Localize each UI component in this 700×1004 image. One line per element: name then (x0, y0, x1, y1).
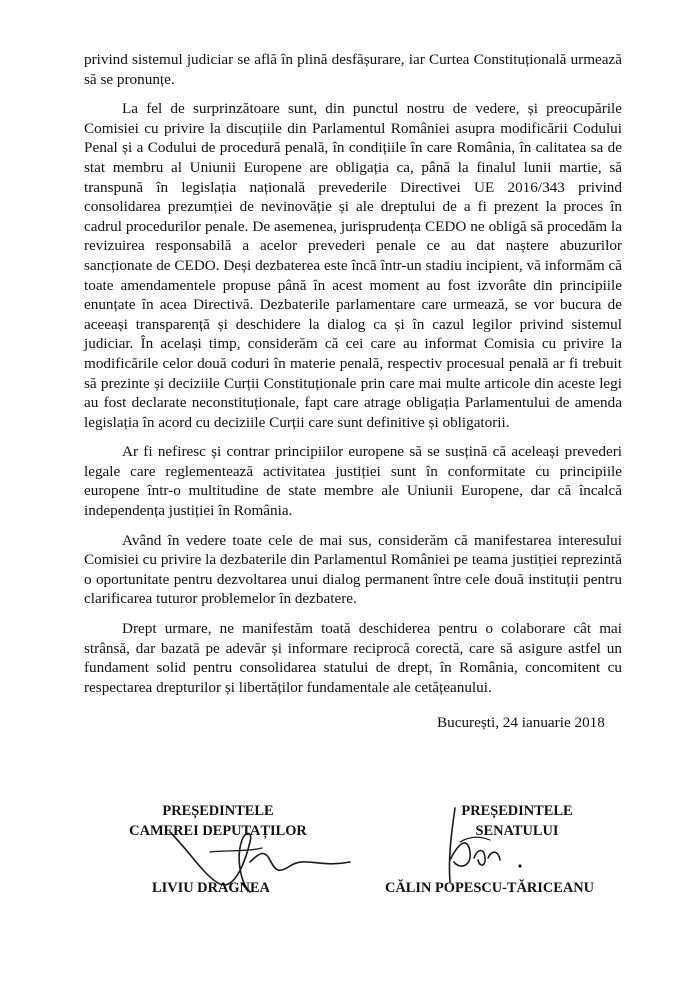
signatory-right-name: CĂLIN POPESCU-TĂRICEANU (385, 880, 595, 896)
paragraph-collaboration: Drept urmare, ne manifestăm toată deschiderea pentru o colaborare cât mai strânsă, dar bazată pe adevăr și informare reciprocă corectă, care să asigure astfel un fundament solid pentru consolidarea statului de drept, în România, concomitent cu respectarea drepturilor și libertăților fundamentale ale cetățeanului. (84, 620, 622, 696)
signatory-right-title-line2: SENATULUI (475, 823, 559, 839)
signatory-left-name: LIVIU DRAGNEA (152, 880, 270, 896)
paragraph-continuation: privind sistemul judiciar se află în plină desfășurare, iar Curtea Constituțională urmează să se pronunțe. (84, 51, 622, 88)
paragraph-directive: La fel de surprinzătoare sunt, din punctul nostru de vedere, și preocupările Comisiei cu privire la discuțiile din Parlamentul României asupra modificării Codului Penal și a Codului de procedură penală, în condițiile în care România, în calitatea sa de stat membru al Uniunii Europene are obligația ca, până la finalul lunii martie, să transpună în legislația națională prevederile Directivei UE 2016/343 privind consolidarea prezumției de nevinovăție și ale dreptului de a fi prezent la proces în cadrul procedurilor penale. De asemenea, jurisprudența CEDO ne obligă să procedăm la revizuirea responsabilă a acelor prevederi penale ce au dat naștere abuzurilor sancționate de CEDO. Deși dezbaterea este încă într-un stadiu incipient, vă informăm că toate amendamentele propuse până în acest moment au fost izvorâte din principiile enunțate în acea Directivă. Dezbaterile parlamentare care urmează, se vor bucura de aceeași transparență și deschidere la dialog ca și în cazul legilor privind sistemul judiciar. În același timp, considerăm că cei care au informat Comisia cu privire la modificările celor două coduri în materie penală, respectiv procesual penală ar fi trebuit să prezinte și deciziile Curții Constituționale prin care mai multe articole din aceste legi au fost declarate neconstituționale, fapt care atrage obligația Parlamentului de amenda legislația în acord cu deciziile Curții care sunt definitive și obligatorii. (84, 100, 622, 431)
place-date: București, 24 ianuarie 2018 (437, 714, 605, 731)
signatory-left-title-line2: CAMEREI DEPUTAȚILOR (129, 823, 307, 839)
paragraph-european-principles: Ar fi nefiresc și contrar principiilor europene să se susțină că aceleași prevederi legale care reglementează activitatea justiției sunt în conformitate cu principiile europene într-o multitudine de state membre ale Uniunii Europene, dar că încalcă independența justiției în România. (84, 443, 622, 520)
paragraph-dialogue: Având în vedere toate cele de mai sus, considerăm că manifestarea interesului Comisiei cu privire la dezbaterile din Parlamentul României pe teama justiției reprezintă o oportunitate pentru dezvoltarea unui dialog permanent între cele două instituții pentru clarificarea tuturor problemelor în dezbatere. (84, 531, 622, 608)
signatory-right-title-line1: PREȘEDINTELE (461, 803, 573, 819)
signatory-left-title-line1: PREȘEDINTELE (162, 803, 274, 819)
letter-body (84, 50, 622, 707)
handwritten-signature-right (430, 800, 550, 890)
